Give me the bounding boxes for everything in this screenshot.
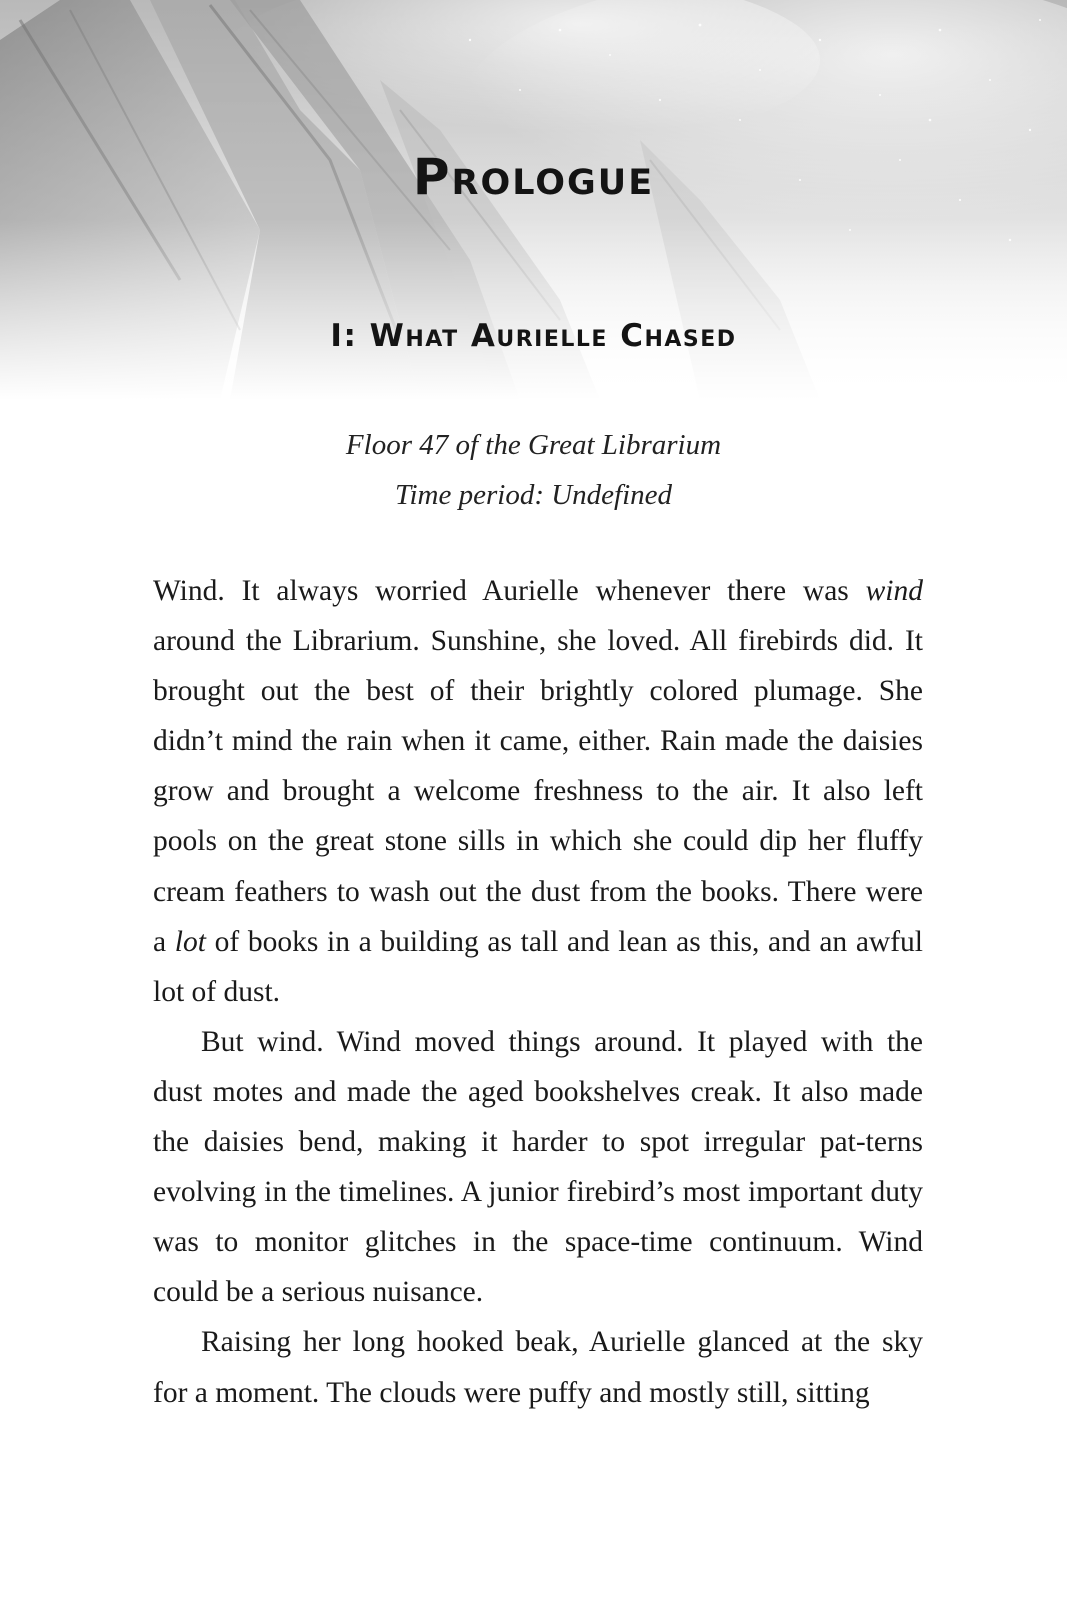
section-title: I: What Aurielle Chased [330,318,737,354]
paragraph [153,1317,923,1417]
paragraph [153,566,923,1017]
italic-text: lot [174,925,206,958]
text-run: of books in a building as tall and lean as this, and an awful lot of dust. [153,925,924,1008]
setting-location: Floor 47 of the Great Librarium [345,429,722,461]
chapter-title: Prologue [412,148,655,206]
setting-block [0,420,1067,520]
text-run: Wind. It always worried Aurielle whenever there was [153,575,866,607]
text-run: Raising her long hooked beak, Aurielle glanced at the sky for a moment. The clouds were puffy and mostly still, sitting [153,1326,923,1409]
text-run: around the Librarium. Sunshine, she loved. All firebirds did. It brought out the best of their brightly colored plumage. She didn’t mind the rain when it came, either. Rain made the daisies grow and brought a welcome freshness to the air. It also left pools on the great stone sills in which she could dip her fluffy cream feathers to wash out the dust from the books. There were a [153,625,923,958]
text-run: But wind. Wind moved things around. It played with the dust motes and made the aged bookshelves creak. It also made the daisies bend, making it harder to spot irregular pat-terns evolving in the timelines. A junior firebird’s most important duty was to monitor glitches in the space-time continuum. Wind could be a serious nuisance. [153,1025,923,1309]
italic-text: wind [865,575,923,607]
body-text [153,566,923,1418]
paragraph [153,1017,923,1318]
setting-time-period: Time period: Undefined [394,479,673,511]
